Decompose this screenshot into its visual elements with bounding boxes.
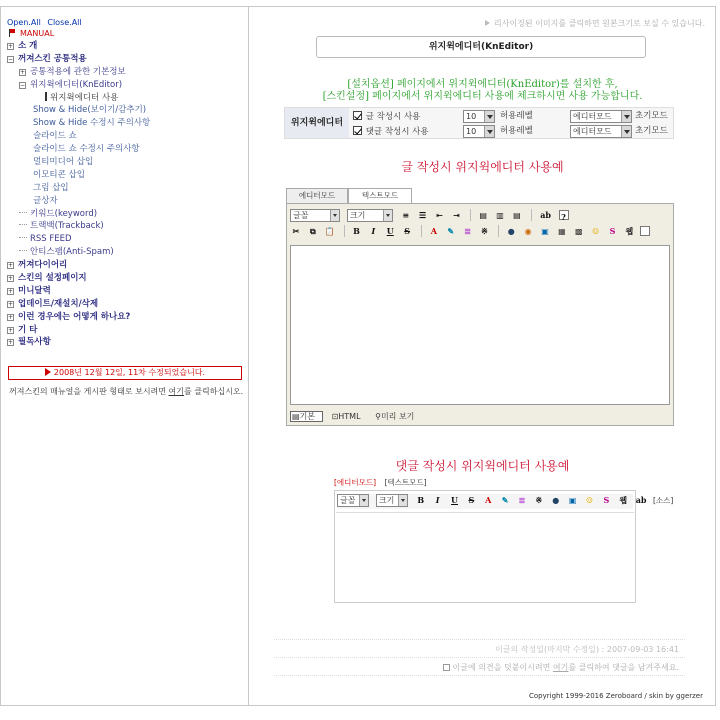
emoticon-icon[interactable]: ☺ (585, 495, 594, 505)
tree-item-label: 필독사항 (18, 337, 51, 348)
tree-item-label: 이모티콘 삽입 (33, 169, 85, 180)
board-view-note-prefix: 꺼져스킨의 매뉴얼을 게시판 형태로 보시려면 (9, 387, 169, 396)
post-date-info: 이글의 작성일(마지막 수정일) : 2007-09-03 16:41 (495, 645, 679, 654)
expand-icon[interactable]: + (8, 43, 14, 50)
underline-icon[interactable]: U (386, 226, 394, 236)
tree-item[interactable] (5, 130, 247, 143)
arrow-right-icon (45, 368, 51, 376)
basic-mode-label: 기본 (299, 412, 316, 421)
comment-wysiwyg-editor (334, 477, 674, 603)
tree-item[interactable] (5, 92, 247, 105)
tree-connector (19, 224, 27, 225)
align-right-icon[interactable]: ▤ (513, 210, 521, 220)
editor-body (286, 203, 674, 426)
tree-item[interactable] (5, 336, 247, 349)
expand-icon[interactable]: + (8, 275, 14, 283)
post-editor-heading: 글 작성시 위지윅에디터 사용예 (401, 160, 564, 174)
indent-icon[interactable]: ⇥ (453, 210, 460, 220)
editor-toolbar-row-1 (290, 209, 571, 223)
copy-icon[interactable]: ⧉ (310, 226, 316, 236)
board-view-note-suffix: 를 클릭하십시오. (184, 387, 244, 396)
chevron-down-icon (398, 495, 407, 506)
square-icon (443, 664, 450, 671)
tree-item[interactable] (5, 143, 247, 156)
show-hide-icon[interactable]: S (609, 226, 616, 236)
image-click-hint-text: 리사이징된 이미지를 클릭하면 원본크기로 보실 수 있습니다. (494, 19, 705, 28)
highlight-color-icon[interactable]: ✎ (447, 226, 455, 236)
divider (274, 675, 685, 676)
table-icon[interactable]: ▩ (574, 226, 583, 236)
manual-tree (5, 40, 247, 349)
italic-icon[interactable]: I (435, 495, 440, 505)
tree-item-label: 글상자 (33, 195, 58, 206)
comment-font-select[interactable] (337, 494, 369, 507)
comment-font-select-value: 글꼴 (340, 496, 356, 505)
open-all-link[interactable]: Open.All (7, 18, 41, 27)
tab-editor-mode[interactable]: 에디터모드 (286, 188, 348, 203)
chevron-down-icon (383, 210, 392, 221)
cut-icon[interactable]: ✂ (292, 226, 300, 236)
help-icon[interactable]: ? (559, 210, 569, 220)
tree-connector (19, 212, 27, 213)
horizontal-rule-icon[interactable]: ≣ (518, 495, 526, 505)
tree-item-label: 스킨의 설정페이지 (18, 273, 87, 284)
expand-icon[interactable]: + (8, 300, 14, 308)
tree-item[interactable] (5, 195, 247, 208)
tree-item[interactable] (5, 272, 247, 285)
tree-item-label: 꺼져스킨 공통적용 (18, 53, 87, 64)
textbox-icon[interactable]: 웹 (625, 226, 634, 236)
emoticon-icon[interactable]: ☺ (592, 226, 600, 236)
ordered-list-icon[interactable]: ≡ (402, 210, 410, 220)
comment-size-select-value: 크기 (378, 496, 395, 505)
tree-item[interactable] (5, 246, 247, 259)
textbox-icon[interactable]: 웹 (619, 495, 628, 505)
fullscreen-icon[interactable] (640, 226, 650, 236)
highlight-color-icon[interactable]: ✎ (501, 495, 509, 505)
bold-icon[interactable]: B (353, 226, 360, 236)
tree-item[interactable] (5, 285, 247, 298)
close-all-link[interactable]: Close.All (47, 18, 82, 27)
link-icon[interactable]: ● (507, 226, 515, 236)
expand-icon[interactable]: + (20, 68, 26, 76)
preview-mode-label: 미리 보기 (380, 412, 415, 421)
comment-editor-check-label: 댓글 작성시 사용 (365, 127, 429, 137)
comment-editor-toolbar (337, 494, 674, 509)
image-icon[interactable]: ▣ (568, 495, 577, 505)
tree-item-label: 슬라이드 쇼 수정시 주의사항 (33, 144, 140, 155)
tree-connector (19, 250, 27, 251)
current-marker (45, 92, 47, 101)
slideshow-icon[interactable]: ▦ (558, 226, 566, 236)
tree-item-label: Show & Hide(보이기/감추기) (33, 105, 147, 116)
install-info (250, 79, 715, 103)
post-level-select[interactable] (463, 110, 495, 123)
tree-item[interactable] (5, 220, 247, 233)
post-init-label: 초기모드 (635, 111, 668, 121)
expand-icon[interactable]: + (8, 313, 14, 321)
post-editor-check-label: 글 작성시 사용 (365, 112, 421, 122)
editor-text-area[interactable] (290, 245, 670, 405)
main-content (250, 7, 715, 705)
comment-link[interactable]: 여기 (552, 663, 569, 672)
toolbar-separator (531, 209, 532, 221)
tree-item[interactable] (5, 311, 247, 324)
tree-item-label: RSS FEED (30, 234, 72, 245)
chevron-down-icon (484, 126, 494, 137)
tree-item-label: 안티스팸(Anti-Spam) (30, 247, 114, 258)
preview-mode-button[interactable]: ⚲미리 보기 (375, 412, 415, 421)
page-title: 위지윅에디터(KnEditor) (316, 36, 646, 58)
text-color-icon[interactable]: A (485, 495, 492, 505)
editor-options-panel (284, 107, 674, 139)
tree-item-label: 공통적용에 관한 기본정보 (30, 66, 126, 77)
tree-item-label: 이런 경우에는 어떻게 하나요? (18, 311, 131, 322)
paste-icon[interactable]: 📋 (324, 226, 335, 236)
italic-icon[interactable]: I (371, 226, 376, 236)
image-click-hint (485, 18, 705, 29)
tree-item[interactable] (5, 79, 247, 92)
tree-item[interactable] (5, 53, 247, 66)
comment-hint-prefix: 이글에 의견을 덧붙이시려면 (452, 663, 553, 672)
sidebar (1, 7, 249, 705)
font-select[interactable] (290, 209, 340, 222)
revision-notice (8, 366, 242, 380)
unordered-list-icon[interactable]: ☰ (419, 210, 427, 220)
multimedia-icon[interactable]: ◉ (524, 226, 532, 236)
toolbar-separator (421, 225, 422, 237)
tree-item-label: 기 타 (18, 324, 38, 335)
comment-editor-body (334, 490, 674, 603)
tree-item[interactable] (5, 259, 247, 272)
post-mode-value: 에디터모드 (573, 112, 612, 121)
tree-item-label: 슬라이드 쇼 (33, 131, 77, 142)
toolbar-separator (498, 225, 499, 237)
tree-item[interactable] (5, 182, 247, 195)
comment-hint (443, 662, 679, 673)
arrow-right-icon (485, 20, 490, 26)
special-char-icon[interactable]: ※ (481, 226, 488, 236)
chevron-down-icon (621, 126, 631, 137)
post-level-value: 10 (466, 112, 477, 121)
tree-item[interactable] (5, 324, 247, 337)
board-view-link[interactable]: 여기 (168, 387, 185, 396)
basic-mode-button[interactable]: ▤기본 (290, 411, 323, 422)
tab-text-mode[interactable]: 텍스트모드 (348, 188, 412, 203)
show-hide-icon[interactable]: S (603, 495, 610, 505)
tree-item-label: 그림 삽입 (33, 182, 69, 193)
post-level-label: 허용레벨 (500, 111, 533, 121)
tree-item-label: 미니달력 (18, 285, 51, 296)
source-button[interactable]: [소스] (653, 496, 674, 505)
size-select-value: 크기 (349, 211, 366, 220)
align-center-icon[interactable]: ▥ (496, 210, 504, 220)
expand-icon[interactable]: + (8, 339, 14, 347)
collapse-icon[interactable]: − (8, 55, 14, 63)
tree-item[interactable] (5, 169, 247, 182)
post-mode-select[interactable] (570, 110, 632, 123)
tree-item[interactable] (5, 298, 247, 311)
install-info-line-2: [스킨설정] 페이지에서 위지윅에디터 사용에 체크하시면 사용 가능합니다. (322, 91, 643, 102)
editor-footer-modes (290, 410, 426, 423)
tree-item-label: 업데이트/재설치/삭제 (18, 298, 99, 309)
post-wysiwyg-editor (286, 188, 674, 426)
bold-icon[interactable]: B (417, 495, 425, 505)
comment-tab-editor-mode[interactable]: [에디터모드] (334, 478, 377, 487)
expand-icon[interactable]: + (8, 262, 14, 270)
tree-item-label: 위지윅에디터 사용 (50, 92, 119, 103)
special-char-icon[interactable]: ※ (535, 495, 543, 505)
spellcheck-icon[interactable]: ab (540, 210, 552, 220)
comment-editor-heading: 댓글 작성시 위지윅에디터 사용예 (395, 459, 570, 473)
horizontal-rule-icon[interactable]: ≣ (464, 226, 471, 236)
comment-editor-option (353, 125, 429, 139)
chevron-down-icon (484, 111, 494, 122)
comment-size-select[interactable] (376, 494, 408, 507)
outdent-icon[interactable]: ⇤ (436, 210, 443, 220)
comment-init-label: 초기모드 (635, 126, 668, 136)
underline-icon[interactable]: U (451, 495, 458, 505)
html-mode-label: HTML (338, 412, 361, 421)
comment-level-value: 10 (466, 127, 477, 136)
tree-item[interactable] (5, 156, 247, 169)
expand-icon[interactable]: + (8, 326, 14, 334)
copyright: Copyright 1999-2016 Zeroboard / skin by ggerzer (529, 692, 703, 700)
post-editor-option (353, 110, 420, 124)
toolbar-separator (344, 225, 345, 237)
divider (274, 639, 685, 640)
page-frame (0, 6, 716, 706)
editor-toolbar-row-2 (290, 225, 652, 239)
strikethrough-icon[interactable]: S (468, 495, 475, 505)
manual-root[interactable] (9, 29, 54, 38)
comment-text-area[interactable] (336, 512, 634, 602)
comment-mode-tabs (334, 477, 433, 488)
toolbar-separator (470, 209, 471, 221)
manual-label: MANUAL (20, 29, 55, 38)
tree-controls (7, 18, 86, 27)
text-color-icon[interactable]: A (430, 226, 437, 236)
tree-item[interactable] (5, 66, 247, 79)
comment-hint-suffix: 를 클릭하여 댓글을 남겨주세요. (568, 663, 679, 672)
align-left-icon[interactable]: ▤ (479, 210, 487, 220)
spellcheck-icon[interactable]: ab (635, 495, 647, 505)
tree-item-label: 위지윅에디터(KnEditor) (30, 79, 123, 90)
comment-mode-select[interactable] (570, 125, 632, 138)
tree-item-label: 꺼져다이어리 (18, 260, 68, 271)
comment-tab-text-mode[interactable]: [텍스트모드] (384, 478, 427, 487)
install-info-line-1: [설치옵션] 페이지에서 위지윅에디터(KnEditor)를 설치한 후, (347, 79, 618, 90)
font-select-value: 글꼴 (293, 211, 309, 220)
tree-item[interactable] (5, 233, 247, 246)
tree-item-label: 소 개 (18, 41, 38, 51)
chevron-down-icon (330, 210, 339, 221)
strikethrough-icon[interactable]: S (404, 226, 411, 236)
comment-level-label: 허용레벨 (500, 126, 533, 136)
tree-item[interactable] (5, 117, 247, 130)
image-icon[interactable]: ▣ (541, 226, 549, 236)
editor-options-label: 위지윅에디터 (285, 108, 349, 138)
tree-item-label: 키워드(keyword) (30, 208, 98, 219)
divider (274, 657, 685, 658)
flag-icon (9, 29, 15, 37)
comment-editor-checkbox[interactable] (353, 126, 362, 135)
revision-notice-text: 2008년 12월 12일, 11차 수정되었습니다. (53, 368, 206, 377)
chevron-down-icon (621, 111, 631, 122)
post-editor-checkbox[interactable] (353, 111, 362, 120)
link-icon[interactable]: ● (552, 495, 560, 505)
size-select[interactable] (347, 209, 393, 222)
tree-item-label: 멀티미디어 삽입 (33, 157, 94, 168)
html-mode-button[interactable]: ⊡HTML (331, 412, 361, 421)
tree-connector (19, 237, 27, 238)
tree-item-label: Show & Hide 수정시 주의사항 (33, 118, 151, 129)
chevron-down-icon (359, 495, 368, 506)
collapse-icon[interactable]: − (20, 81, 26, 89)
comment-level-select[interactable] (463, 125, 495, 138)
tree-item-label: 트랙백(Trackback) (30, 221, 104, 232)
board-view-note (9, 386, 243, 397)
expand-icon[interactable]: + (8, 287, 14, 295)
comment-mode-value: 에디터모드 (573, 127, 612, 136)
tree-item[interactable] (5, 104, 247, 117)
tree-item[interactable] (5, 40, 247, 53)
tree-item[interactable] (5, 208, 247, 221)
